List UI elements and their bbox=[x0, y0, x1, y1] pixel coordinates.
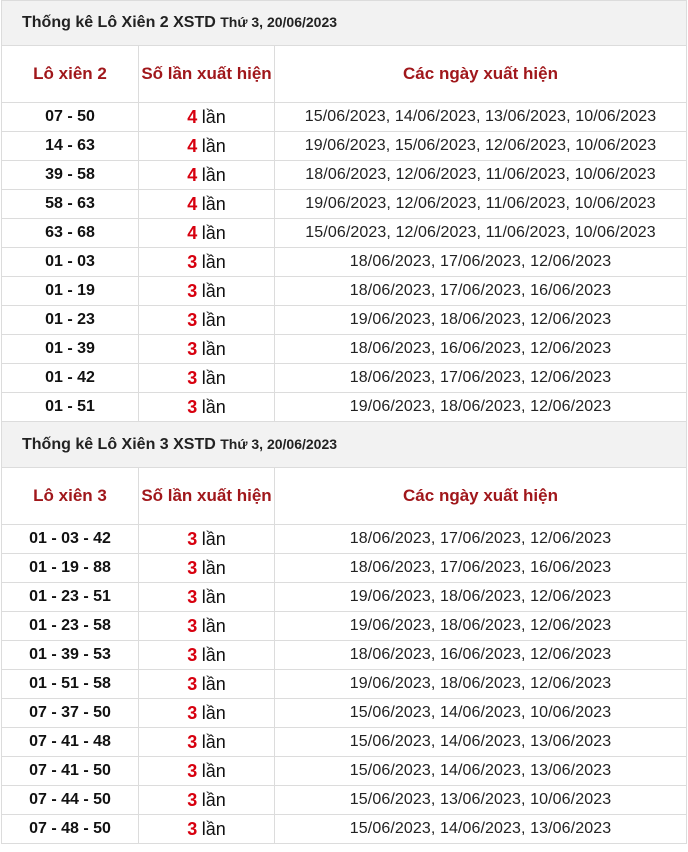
occurrence-count bbox=[139, 699, 275, 728]
appearance-dates: 19/06/2023, 18/06/2023, 12/06/2023 bbox=[275, 583, 687, 612]
lo-pair: 58 - 63 bbox=[2, 190, 139, 219]
appearance-dates: 18/06/2023, 17/06/2023, 16/06/2023 bbox=[275, 554, 687, 583]
lo-pair: 01 - 23 - 51 bbox=[2, 583, 139, 612]
lo-pair: 63 - 68 bbox=[2, 219, 139, 248]
xien2-header-dates: Các ngày xuất hiện bbox=[275, 46, 687, 103]
table-row bbox=[2, 583, 687, 612]
count-unit: lần bbox=[201, 644, 226, 665]
count-number: 3 bbox=[187, 644, 198, 665]
count-unit: lần bbox=[201, 280, 226, 301]
count-number: 3 bbox=[187, 673, 198, 694]
occurrence-count bbox=[139, 583, 275, 612]
appearance-dates: 18/06/2023, 12/06/2023, 11/06/2023, 10/06/2023 bbox=[275, 161, 687, 190]
table-row bbox=[2, 815, 687, 844]
occurrence-count bbox=[139, 641, 275, 670]
appearance-dates: 18/06/2023, 16/06/2023, 12/06/2023 bbox=[275, 335, 687, 364]
xien3-title-bold: Thống kê Lô Xiên 3 XSTD bbox=[22, 435, 216, 453]
count-unit: lần bbox=[201, 789, 226, 810]
count-number: 3 bbox=[187, 615, 198, 636]
table-row bbox=[2, 248, 687, 277]
count-number: 4 bbox=[187, 193, 198, 214]
table-row bbox=[2, 277, 687, 306]
appearance-dates: 15/06/2023, 13/06/2023, 10/06/2023 bbox=[275, 786, 687, 815]
count-unit: lần bbox=[201, 586, 226, 607]
appearance-dates: 19/06/2023, 18/06/2023, 12/06/2023 bbox=[275, 670, 687, 699]
count-number: 3 bbox=[187, 280, 198, 301]
table-row bbox=[2, 670, 687, 699]
table-row bbox=[2, 335, 687, 364]
count-unit: lần bbox=[201, 338, 226, 359]
appearance-dates: 15/06/2023, 14/06/2023, 10/06/2023 bbox=[275, 699, 687, 728]
xien3-title-row bbox=[2, 422, 687, 468]
appearance-dates: 15/06/2023, 14/06/2023, 13/06/2023 bbox=[275, 757, 687, 786]
lo-pair: 07 - 41 - 48 bbox=[2, 728, 139, 757]
table-row bbox=[2, 525, 687, 554]
count-number: 3 bbox=[187, 528, 198, 549]
xien3-header-count: Số lần xuất hiện bbox=[139, 468, 275, 525]
count-number: 3 bbox=[187, 731, 198, 752]
xien3-title bbox=[2, 422, 687, 468]
count-number: 4 bbox=[187, 135, 198, 156]
appearance-dates: 18/06/2023, 17/06/2023, 16/06/2023 bbox=[275, 277, 687, 306]
count-unit: lần bbox=[201, 309, 226, 330]
appearance-dates: 18/06/2023, 17/06/2023, 12/06/2023 bbox=[275, 525, 687, 554]
xien2-title-date: Thứ 3, 20/06/2023 bbox=[220, 14, 338, 30]
count-number: 3 bbox=[187, 586, 198, 607]
lo-pair: 01 - 42 bbox=[2, 364, 139, 393]
count-number: 3 bbox=[187, 818, 198, 839]
count-unit: lần bbox=[201, 818, 226, 839]
count-number: 3 bbox=[187, 309, 198, 330]
lo-pair: 01 - 51 bbox=[2, 393, 139, 422]
appearance-dates: 15/06/2023, 14/06/2023, 13/06/2023 bbox=[275, 815, 687, 844]
xien2-header-pair: Lô xiên 2 bbox=[2, 46, 139, 103]
table-row bbox=[2, 306, 687, 335]
count-number: 3 bbox=[187, 789, 198, 810]
xien3-title-date: Thứ 3, 20/06/2023 bbox=[220, 435, 338, 452]
table-row bbox=[2, 612, 687, 641]
count-number: 3 bbox=[187, 396, 198, 417]
count-unit: lần bbox=[201, 164, 226, 185]
table-row bbox=[2, 757, 687, 786]
xien3-header-pair: Lô xiên 3 bbox=[2, 468, 139, 525]
table-row bbox=[2, 161, 687, 190]
occurrence-count bbox=[139, 306, 275, 335]
appearance-dates: 19/06/2023, 12/06/2023, 11/06/2023, 10/06/2023 bbox=[275, 190, 687, 219]
appearance-dates: 15/06/2023, 14/06/2023, 13/06/2023 bbox=[275, 728, 687, 757]
appearance-dates: 19/06/2023, 18/06/2023, 12/06/2023 bbox=[275, 306, 687, 335]
lo-pair: 01 - 03 - 42 bbox=[2, 525, 139, 554]
appearance-dates: 18/06/2023, 16/06/2023, 12/06/2023 bbox=[275, 641, 687, 670]
count-unit: lần bbox=[201, 106, 226, 127]
table-row bbox=[2, 728, 687, 757]
count-unit: lần bbox=[201, 222, 226, 243]
occurrence-count bbox=[139, 757, 275, 786]
lo-pair: 07 - 50 bbox=[2, 103, 139, 132]
occurrence-count bbox=[139, 670, 275, 699]
occurrence-count bbox=[139, 393, 275, 422]
lo-pair: 01 - 39 - 53 bbox=[2, 641, 139, 670]
count-number: 3 bbox=[187, 702, 198, 723]
count-unit: lần bbox=[201, 367, 226, 388]
occurrence-count bbox=[139, 786, 275, 815]
count-unit: lần bbox=[201, 731, 226, 752]
count-unit: lần bbox=[201, 702, 226, 723]
count-number: 3 bbox=[187, 251, 198, 272]
xien2-title-row bbox=[2, 1, 687, 46]
lo-pair: 01 - 23 - 58 bbox=[2, 612, 139, 641]
stats-container bbox=[1, 0, 687, 844]
appearance-dates: 19/06/2023, 15/06/2023, 12/06/2023, 10/06/2023 bbox=[275, 132, 687, 161]
occurrence-count bbox=[139, 161, 275, 190]
xien3-header-row bbox=[2, 468, 687, 525]
count-number: 3 bbox=[187, 557, 198, 578]
table-row bbox=[2, 554, 687, 583]
appearance-dates: 19/06/2023, 18/06/2023, 12/06/2023 bbox=[275, 393, 687, 422]
xien3-table bbox=[1, 421, 687, 844]
count-number: 4 bbox=[187, 222, 198, 243]
count-unit: lần bbox=[201, 760, 226, 781]
count-unit: lần bbox=[201, 615, 226, 636]
lo-pair: 07 - 44 - 50 bbox=[2, 786, 139, 815]
count-unit: lần bbox=[201, 557, 226, 578]
lo-pair: 07 - 48 - 50 bbox=[2, 815, 139, 844]
appearance-dates: 18/06/2023, 17/06/2023, 12/06/2023 bbox=[275, 364, 687, 393]
lo-pair: 39 - 58 bbox=[2, 161, 139, 190]
lo-pair: 01 - 23 bbox=[2, 306, 139, 335]
xien2-header-row bbox=[2, 46, 687, 103]
occurrence-count bbox=[139, 248, 275, 277]
table-row bbox=[2, 641, 687, 670]
occurrence-count bbox=[139, 364, 275, 393]
appearance-dates: 18/06/2023, 17/06/2023, 12/06/2023 bbox=[275, 248, 687, 277]
occurrence-count bbox=[139, 219, 275, 248]
table-row bbox=[2, 393, 687, 422]
occurrence-count bbox=[139, 612, 275, 641]
lo-pair: 01 - 39 bbox=[2, 335, 139, 364]
xien2-title-bold: Thống kê Lô Xiên 2 XSTD bbox=[22, 14, 216, 31]
count-number: 4 bbox=[187, 164, 198, 185]
xien2-header-count: Số lần xuất hiện bbox=[139, 46, 275, 103]
lo-pair: 01 - 19 - 88 bbox=[2, 554, 139, 583]
appearance-dates: 15/06/2023, 12/06/2023, 11/06/2023, 10/06/2023 bbox=[275, 219, 687, 248]
xien2-title bbox=[2, 1, 687, 46]
lo-pair: 14 - 63 bbox=[2, 132, 139, 161]
lo-pair: 07 - 37 - 50 bbox=[2, 699, 139, 728]
count-number: 3 bbox=[187, 760, 198, 781]
appearance-dates: 15/06/2023, 14/06/2023, 13/06/2023, 10/06/2023 bbox=[275, 103, 687, 132]
occurrence-count bbox=[139, 103, 275, 132]
occurrence-count bbox=[139, 132, 275, 161]
count-unit: lần bbox=[201, 251, 226, 272]
table-row bbox=[2, 103, 687, 132]
appearance-dates: 19/06/2023, 18/06/2023, 12/06/2023 bbox=[275, 612, 687, 641]
table-row bbox=[2, 190, 687, 219]
lo-pair: 07 - 41 - 50 bbox=[2, 757, 139, 786]
table-row bbox=[2, 786, 687, 815]
table-row bbox=[2, 364, 687, 393]
count-number: 4 bbox=[187, 106, 198, 127]
count-unit: lần bbox=[201, 673, 226, 694]
count-unit: lần bbox=[201, 135, 226, 156]
count-unit: lần bbox=[201, 528, 226, 549]
occurrence-count bbox=[139, 554, 275, 583]
occurrence-count bbox=[139, 190, 275, 219]
lo-pair: 01 - 51 - 58 bbox=[2, 670, 139, 699]
xien2-table bbox=[1, 0, 687, 422]
table-row bbox=[2, 132, 687, 161]
occurrence-count bbox=[139, 277, 275, 306]
count-unit: lần bbox=[201, 396, 226, 417]
table-row bbox=[2, 699, 687, 728]
occurrence-count bbox=[139, 525, 275, 554]
occurrence-count bbox=[139, 728, 275, 757]
lo-pair: 01 - 19 bbox=[2, 277, 139, 306]
count-number: 3 bbox=[187, 338, 198, 359]
occurrence-count bbox=[139, 815, 275, 844]
xien3-header-dates: Các ngày xuất hiện bbox=[275, 468, 687, 525]
count-unit: lần bbox=[201, 193, 226, 214]
table-row bbox=[2, 219, 687, 248]
occurrence-count bbox=[139, 335, 275, 364]
lo-pair: 01 - 03 bbox=[2, 248, 139, 277]
count-number: 3 bbox=[187, 367, 198, 388]
